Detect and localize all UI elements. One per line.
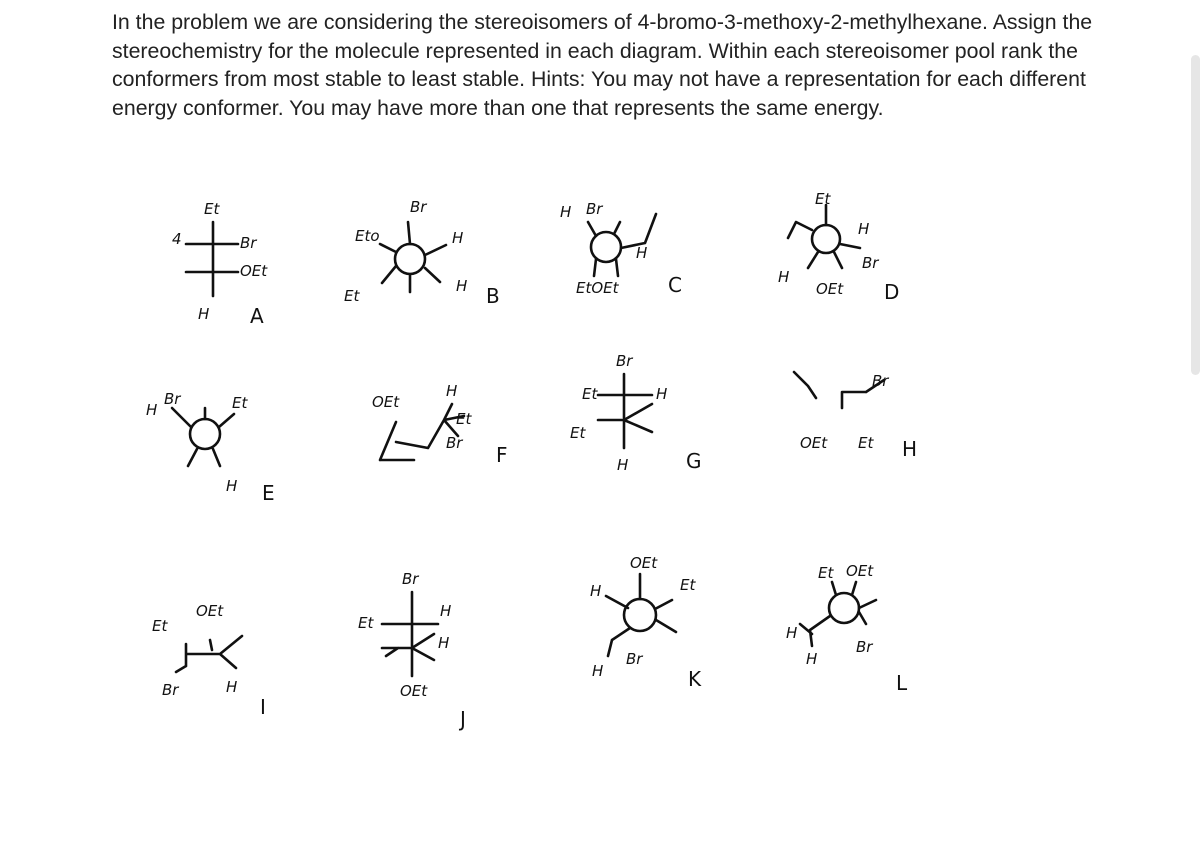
diagram-l-label: L [896,671,908,695]
diagram-j-label: J [460,707,466,731]
diagram-i-label: I [260,695,266,719]
diagram-e-group-et: Et [232,394,248,412]
diagram-b-label: B [486,284,500,308]
diagram-h-group-br: Br [872,372,889,390]
diagram-k [590,554,702,691]
diagram-c-group-br: Br [586,200,603,218]
diagram-g-group-h: H [656,385,668,403]
diagram-b-group-et: Et [344,287,360,305]
diagram-k-group-et: Et [680,576,696,594]
diagram-e-group-br: Br [164,390,181,408]
diagram-h-group-oet: OEt [800,434,828,452]
diagram-k-group-h: H [590,582,602,600]
diagram-i-group-oet: OEt [196,602,224,620]
diagram-f [372,382,508,467]
diagram-e-label: E [262,481,275,505]
diagram-l [786,562,908,695]
diagram-f-group-h: H [446,382,458,400]
diagram-a-group-oet: OEt [240,262,268,280]
diagram-i-group-br: Br [162,681,179,699]
diagram-d-group-et: Et [815,190,831,208]
diagram-i-group-et: Et [152,617,168,635]
problem-statement: In the problem we are considering the stereoisomers of 4-bromo-3-methoxy-2-methylhexane. Assign the stereochemistry for the molecule represented in each diagram. Within each stereoisomer pool rank the conformers from most stable to least stable. Hints: You may not have a representation for each different energy conformer. You may have more than one that represents the same energy. [112,10,1093,121]
diagram-a-group-br: Br [240,234,257,252]
diagram-g-group-h2: H [617,456,629,474]
diagram-e [146,390,275,505]
diagram-a-group-h: H [198,305,210,323]
diagram-c [560,200,682,297]
diagram-h-group-h: H [902,437,918,461]
diagram-d-group-h: H [858,220,870,238]
diagram-j-group-et: Et [358,614,374,632]
diagram-g [570,352,702,474]
diagram-c-label: C [668,273,682,297]
diagram-l-group-h: H [786,624,798,642]
diagram-h [794,372,917,461]
diagram-g-group-et: Et [582,385,598,403]
diagram-b-group-eto: Eto [355,227,380,245]
diagram-k-group-h2: H [592,662,604,680]
diagram-a-group-et: Et [204,200,220,218]
diagram-d [778,190,899,304]
diagram-d-group-h2: H [778,268,790,286]
diagram-j-group-h2: H [438,634,450,652]
diagram-a [172,200,268,328]
diagram-i-group-h: H [226,678,238,696]
diagram-h-group-et: Et [858,434,874,452]
diagram-c-group-h: H [560,203,572,221]
diagram-c-group-h2: H [636,244,648,262]
diagram-k-group-oet: OEt [630,554,658,572]
diagram-f-group-br: Br [446,434,463,452]
diagram-l-group-br: Br [856,638,873,656]
diagram-k-group-br: Br [626,650,643,668]
vertical-scrollbar[interactable] [1191,55,1200,375]
diagram-g-label: G [686,449,702,473]
diagram-e-group-h2: H [226,477,238,495]
diagram-l-group-h2: H [806,650,818,668]
diagram-f-label: F [496,443,508,467]
diagram-j-group-br: Br [402,570,419,588]
svg-text:4: 4 [172,230,182,248]
diagram-k-label: K [688,667,702,691]
diagram-j-group-h: H [440,602,452,620]
diagram-b-group-h: H [452,229,464,247]
diagram-b-group-br: Br [410,198,427,216]
diagram-l-group-et: Et [818,564,834,582]
diagram-f-group-et: Et [456,410,472,428]
diagram-j [358,570,466,731]
diagram-b [344,198,500,308]
diagram-g-group-br: Br [616,352,633,370]
diagram-d-group-br: Br [862,254,879,272]
diagram-d-group-oet: OEt [816,280,844,298]
diagram-f-group-oet: OEt [372,393,400,411]
diagram-a-label: A [250,304,264,328]
diagram-c-group-etoet: EtOEt [576,279,619,297]
diagram-j-group-oet: OEt [400,682,428,700]
diagram-d-label: D [884,280,900,304]
diagram-b-group-h2: H [456,277,468,295]
diagram-e-group-h: H [146,401,158,419]
diagram-i [152,602,266,719]
diagram-l-group-oet: OEt [846,562,874,580]
diagram-g-group-et2: Et [570,424,586,442]
